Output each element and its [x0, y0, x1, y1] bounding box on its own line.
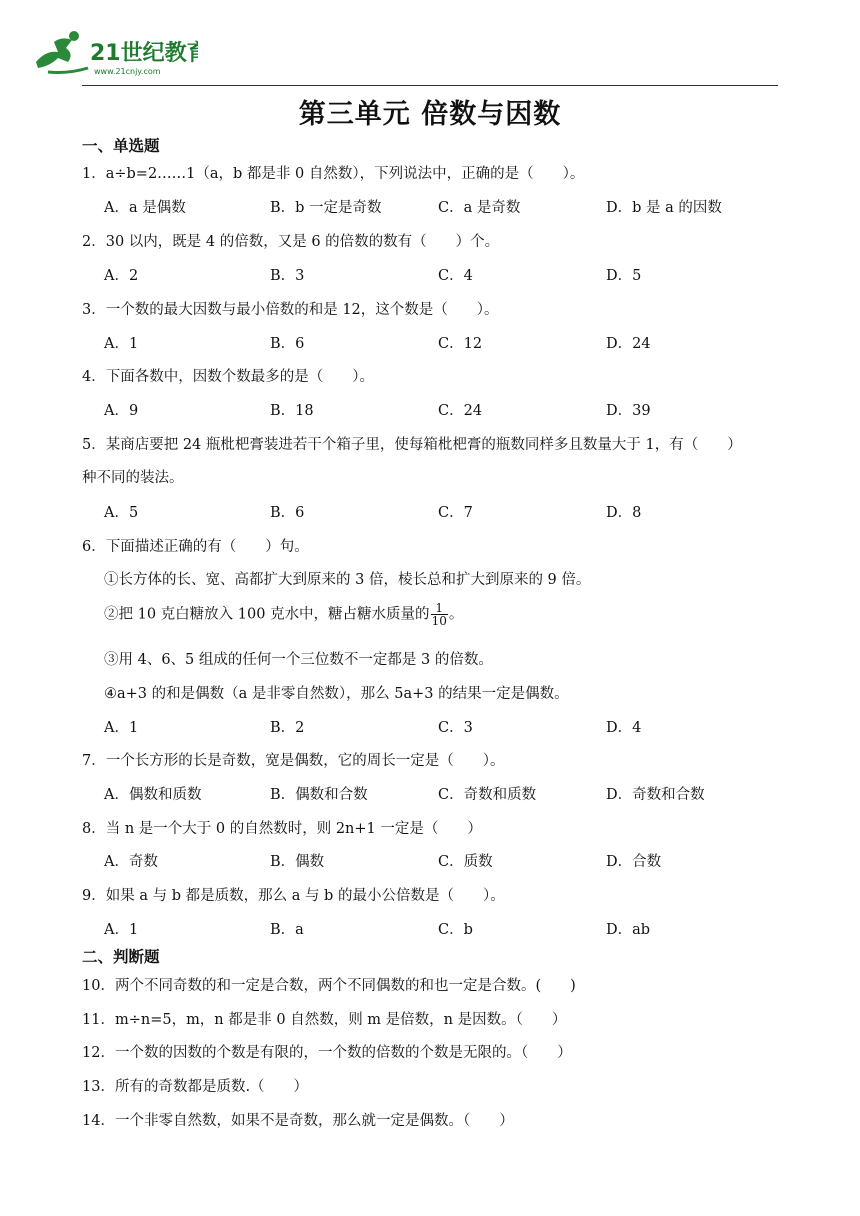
q6-statement-4: ④a+3 的和是偶数（a 是非零自然数），那么 5a+3 的结果一定是偶数。	[104, 686, 569, 702]
q8-option-b: B．偶数	[270, 854, 325, 870]
question-10: 10．两个不同奇数的和一定是合数，两个不同偶数的和也一定是合数。( )	[82, 978, 576, 994]
q6-option-c: C．3	[438, 720, 473, 736]
q6-option-a: A．1	[104, 720, 139, 736]
q7-option-b: B．偶数和合数	[270, 787, 368, 803]
q1-option-c: C．a 是奇数	[438, 200, 521, 216]
q2-option-a: A．2	[104, 268, 139, 284]
q7-option-c: C．奇数和质数	[438, 787, 537, 803]
fraction	[431, 602, 448, 627]
q2-option-b: B．3	[270, 268, 305, 284]
q8-option-a: A．奇数	[104, 854, 158, 870]
q3-option-c: C．12	[438, 336, 483, 352]
question-13: 13．所有的奇数都是质数.（ ）	[82, 1079, 309, 1095]
logo	[28, 28, 198, 80]
question-1: 1．a÷b=2……1（a，b 都是非 0 自然数），下列说法中，正确的是（ ）。	[82, 166, 585, 182]
question-14: 14．一个非零自然数，如果不是奇数，那么就一定是偶数。（ ）	[82, 1113, 514, 1129]
q9-option-b: B．a	[270, 922, 304, 938]
q6-option-d: D．4	[606, 720, 642, 736]
q5-option-c: C．7	[438, 505, 473, 521]
q9-option-d: D．ab	[606, 922, 651, 938]
q6-option-b: B．2	[270, 720, 305, 736]
q6-statement-2	[104, 602, 463, 627]
question-3: 3．一个数的最大因数与最小倍数的和是 12，这个数是（ ）。	[82, 302, 499, 318]
q7-option-d: D．奇数和合数	[606, 787, 705, 803]
q5-option-a: A．5	[104, 505, 139, 521]
q3-option-a: A．1	[104, 336, 139, 352]
q3-option-b: B．6	[270, 336, 305, 352]
question-11: 11．m÷n=5，m，n 都是非 0 自然数，则 m 是倍数，n 是因数。（ ）	[82, 1012, 567, 1028]
q6-statement-2-end: 。	[448, 606, 464, 623]
q4-option-d: D．39	[606, 403, 651, 419]
q3-option-d: D．24	[606, 336, 651, 352]
question-5-line-2: 种不同的装法。	[82, 470, 184, 486]
question-7: 7．一个长方形的长是奇数，宽是偶数，它的周长一定是（ ）。	[82, 753, 505, 769]
q6-statement-2-text: ②把 10 克白糖放入 100 克水中，糖占糖水质量的	[104, 606, 430, 623]
section-heading-true-false: 二、判断题	[82, 948, 160, 966]
header-divider	[82, 85, 778, 86]
q9-option-a: A．1	[104, 922, 139, 938]
q6-statement-3: ③用 4、6、5 组成的任何一个三位数不一定都是 3 的倍数。	[104, 652, 493, 668]
question-12: 12．一个数的因数的个数是有限的，一个数的倍数的个数是无限的。（ ）	[82, 1045, 572, 1061]
question-8: 8．当 n 是一个大于 0 的自然数时，则 2n+1 一定是（ ）	[82, 821, 482, 837]
q2-option-c: C．4	[438, 268, 473, 284]
q4-option-c: C．24	[438, 403, 483, 419]
logo-url-text: www.21cnjy.com	[94, 67, 161, 76]
q7-option-a: A．偶数和质数	[104, 787, 202, 803]
q9-option-c: C．b	[438, 922, 473, 938]
q8-option-d: D．合数	[606, 854, 662, 870]
question-9: 9．如果 a 与 b 都是质数，那么 a 与 b 的最小公倍数是（ ）。	[82, 888, 505, 904]
q5-option-b: B．6	[270, 505, 305, 521]
q2-option-d: D．5	[606, 268, 642, 284]
q6-statement-1: ①长方体的长、宽、高都扩大到原来的 3 倍，棱长总和扩大到原来的 9 倍。	[104, 572, 591, 588]
page-title: 第三单元 倍数与因数	[298, 99, 562, 130]
q5-option-d: D．8	[606, 505, 642, 521]
fraction-denominator: 10	[431, 614, 447, 628]
q1-option-d: D．b 是 a 的因数	[606, 200, 722, 216]
runner-logo-icon	[28, 28, 198, 80]
question-6: 6．下面描述正确的有（ ）句。	[82, 539, 309, 555]
question-2: 2．30 以内，既是 4 的倍数，又是 6 的倍数的数有（ ）个。	[82, 234, 500, 250]
section-heading-single-choice: 一、单选题	[82, 137, 160, 155]
q8-option-c: C．质数	[438, 854, 493, 870]
q1-option-a: A．a 是偶数	[104, 200, 186, 216]
q4-option-a: A．9	[104, 403, 139, 419]
q1-option-b: B．b 一定是奇数	[270, 200, 382, 216]
logo-brand-text: 21世纪教育	[90, 41, 198, 66]
q4-option-b: B．18	[270, 403, 314, 419]
question-4: 4．下面各数中，因数个数最多的是（ ）。	[82, 369, 374, 385]
question-5-line-1: 5．某商店要把 24 瓶枇杷膏装进若干个箱子里，使每箱枇杷膏的瓶数同样多且数量大于 1，有（ ）	[82, 437, 742, 453]
fraction-numerator: 1	[431, 602, 448, 615]
